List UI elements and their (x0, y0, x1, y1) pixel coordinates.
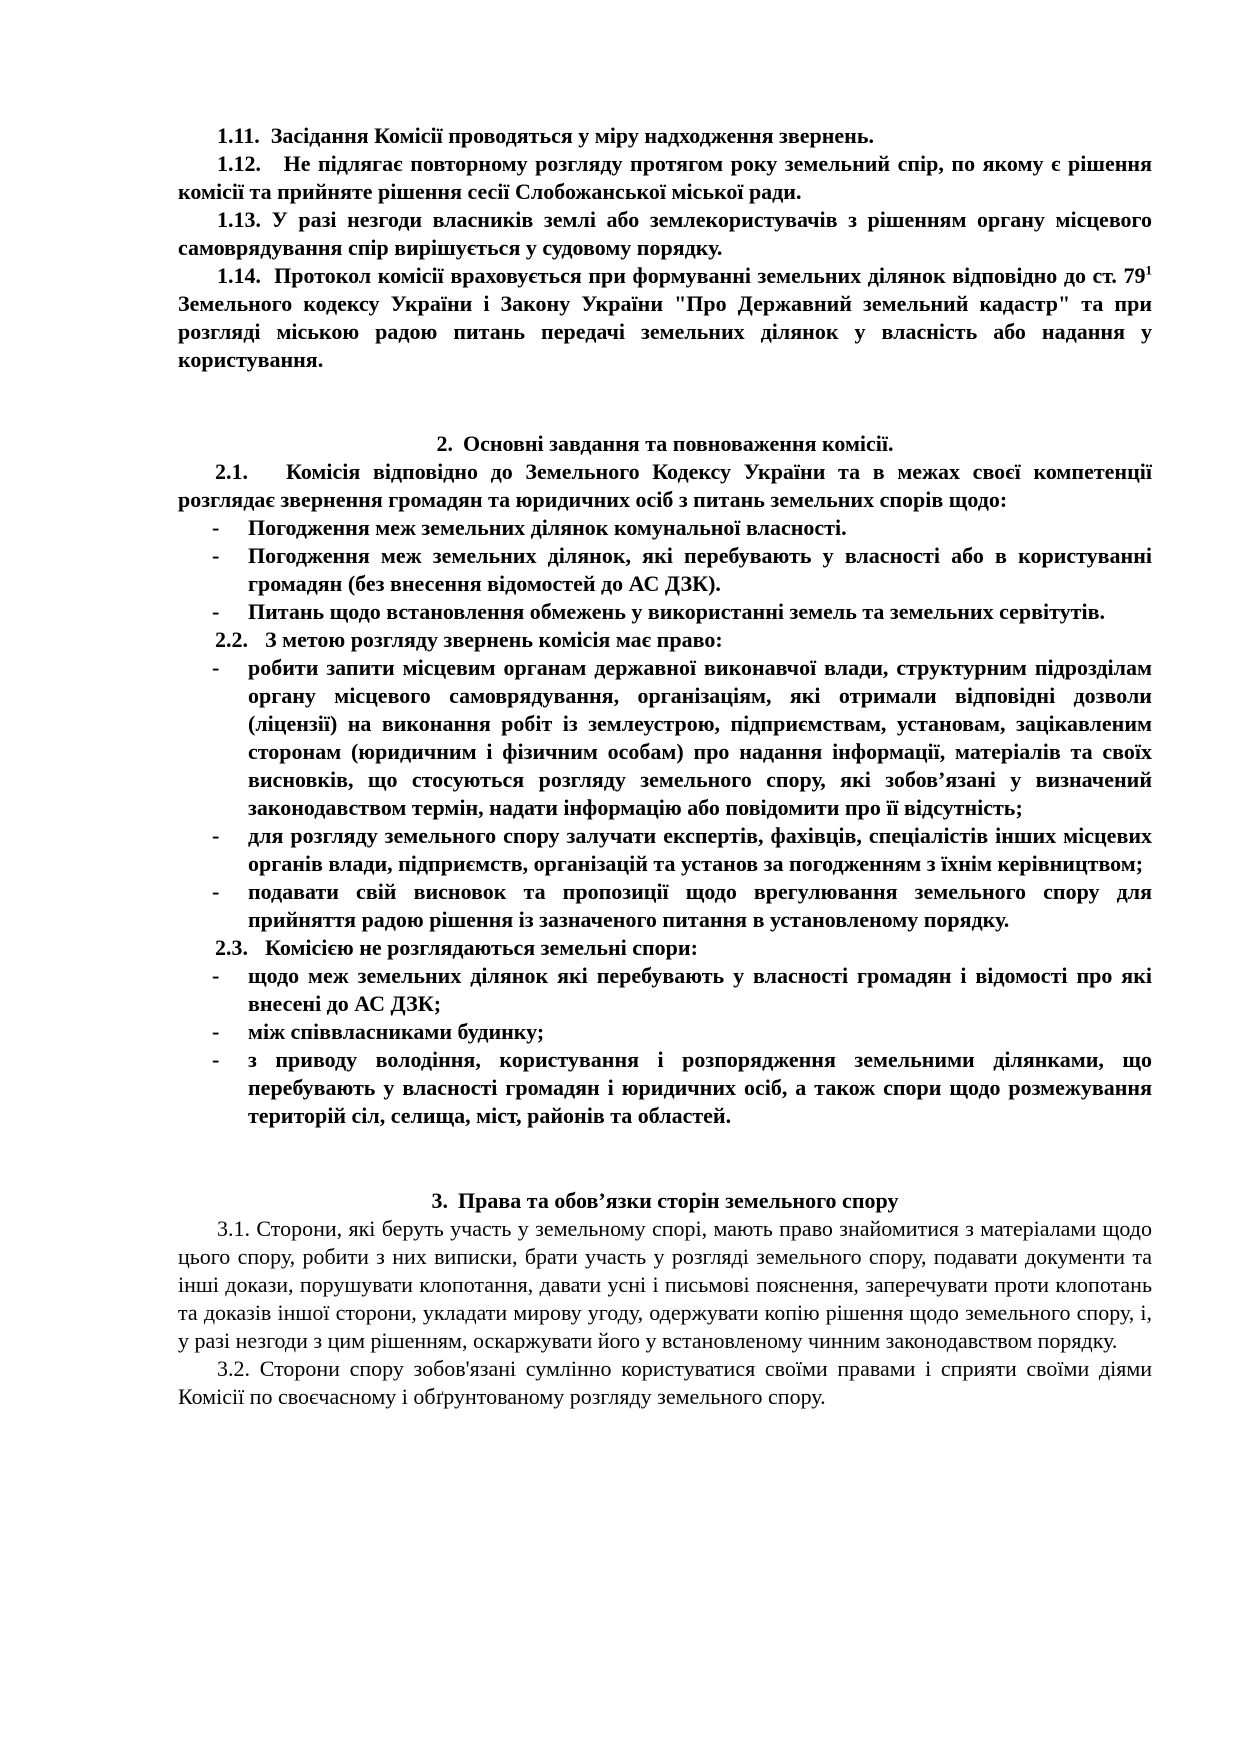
document-page (178, 122, 1152, 1411)
heading-text: Основні завдання та повноваження комісії. (462, 431, 894, 456)
section-2-heading (178, 430, 1152, 458)
paragraph-text: Сторони, які беруть участь у земельному спорі, мають право знайомитися з матеріалами щодо цього спору, робити з них виписки, брати участь у розгляді земельного спору, подавати документи та інші докази, порушувати клопотання, давати усні і письмові пояснення, заперечувати проти клопотань та доказів іншої сторони, укладати мирову угоду, одержувати копію рішення щодо земельного спору, і, у разі незгоди з цим рішенням, оскаржувати його у встановленому чинним законодавством порядку. (178, 1216, 1152, 1353)
list-item-text: робити запити місцевим органам державної виконавчої влади, структурним підрозділам органу місцевого самоврядування, організаціям, які отримали відповідні дозволи (ліцензії) на виконання робіт із землеустрою, підприємствам, установам, зацікавленим сторонам (юридичним і фізичним особам) про надання інформації, матеріалів та своїх висновків, що стосуються розгляду земельного спору, які зобов’язані у визначений законодавством термін, надати інформацію або повідомити про її відсутність; (248, 655, 1152, 820)
paragraph-text: У разі незгоди власників землі або землекористувачів з рішенням органу місцевого самоврядування спір вирішується у судовому порядку. (178, 207, 1152, 260)
paragraph-3-2 (178, 1355, 1152, 1411)
list-item-text: щодо меж земельних ділянок які перебувають у власності громадян і відомості про які внесені до АС ДЗК; (248, 963, 1152, 1016)
paragraph-text: Засідання Комісії проводяться у міру надходження звернень. (270, 123, 874, 148)
list-item-text: з приводу володіння, користування і розпорядження земельними ділянками, що перебувають у власності громадян і юридичних осіб, а також спори щодо розмежування територій сіл, селища, міст, районів та областей. (248, 1047, 1152, 1128)
dash-bullet-icon: - (212, 515, 220, 540)
paragraph-text: Комісія відповідно до Земельного Кодексу України та в межах своєї компетенції розглядає звернення громадян та юридичних осіб з питань земельних спорів щодо: (178, 459, 1152, 512)
paragraph-2-3 (178, 934, 1152, 962)
dash-bullet-icon: - (212, 655, 220, 680)
paragraph-number: 3.1. (217, 1216, 250, 1241)
heading-number: 2. (436, 431, 453, 456)
paragraph-number: 2.3. (215, 935, 248, 960)
paragraph-1-14 (178, 262, 1152, 374)
dash-bullet-icon: - (212, 1019, 220, 1044)
dash-bullet-icon: - (212, 1047, 220, 1072)
paragraph-text: Сторони спору зобов'язані сумлінно користуватися своїми правами і сприяти своїми діями Комісії по своєчасному і обґрунтованому розгляду земельного спору. (178, 1356, 1153, 1409)
paragraph-1-13 (178, 206, 1152, 262)
superscript: 1 (1145, 262, 1153, 278)
list-item-text: Погодження меж земельних ділянок, які перебувають у власності або в користуванні громадян (без внесення відомостей до АС ДЗК). (248, 543, 1152, 596)
paragraph-text: Протокол комісії враховується при формуванні земельних ділянок відповідно до ст. 79 (274, 263, 1146, 288)
paragraph-2-1 (178, 458, 1152, 514)
paragraph-2-2 (178, 626, 1152, 654)
dash-bullet-icon: - (212, 543, 220, 568)
list-item-text: подавати свій висновок та пропозиції щодо врегулювання земельного спору для прийняття радою рішення із зазначеного питання в установленому порядку. (248, 879, 1152, 932)
heading-text: Права та обов’язки сторін земельного спору (458, 1188, 899, 1213)
list-item (178, 598, 1152, 626)
paragraph-number: 2.1. (215, 459, 248, 484)
paragraph-number: 1.12. (217, 151, 261, 176)
section-3 (178, 1187, 1152, 1411)
list-item-text: Погодження меж земельних ділянок комунальної власності. (248, 515, 847, 540)
paragraph-number: 1.13. (217, 207, 261, 232)
paragraph-text: Земельного кодексу України і Закону України "Про Державний земельний кадастр" та при розгляді міською радою питань передачі земельних ділянок у власність або надання у користування. (178, 291, 1152, 372)
spacer (178, 1130, 1152, 1187)
list-item (178, 962, 1152, 1018)
paragraph-1-12 (178, 150, 1152, 206)
list-item (178, 542, 1152, 598)
dash-bullet-icon: - (212, 879, 220, 904)
paragraph-text: Не підлягає повторному розгляду протягом року земельний спір, по якому є рішення комісії та прийняте рішення сесії Слобожанської міської ради. (178, 151, 1152, 204)
section-3-heading (178, 1187, 1152, 1215)
section-2 (178, 430, 1152, 1130)
dash-bullet-icon: - (212, 599, 220, 624)
list-item (178, 822, 1152, 878)
section-1 (178, 122, 1152, 374)
spacer (178, 374, 1152, 430)
list-item (178, 514, 1152, 542)
paragraph-1-11 (178, 122, 1152, 150)
paragraph-number: 1.11. (217, 123, 260, 148)
paragraph-text: Комісією не розглядаються земельні спори: (265, 935, 698, 960)
list-item-text: Питань щодо встановлення обмежень у використанні земель та земельних сервітутів. (248, 599, 1105, 624)
heading-number: 3. (431, 1188, 449, 1213)
paragraph-text: З метою розгляду звернень комісія має право: (265, 627, 723, 652)
list-item-text: між співвласниками будинку; (248, 1019, 545, 1044)
list-item (178, 878, 1152, 934)
paragraph-number: 2.2. (215, 627, 248, 652)
list-item-text: для розгляду земельного спору залучати експертів, фахівців, спеціалістів інших місцевих органів влади, підприємств, організацій та установ за погодженням з їхнім керівництвом; (248, 823, 1152, 876)
dash-bullet-icon: - (212, 823, 220, 848)
dash-bullet-icon: - (212, 963, 220, 988)
list-item (178, 1046, 1152, 1130)
paragraph-3-1 (178, 1215, 1152, 1355)
paragraph-number: 3.2. (217, 1356, 250, 1381)
list-item (178, 654, 1152, 822)
paragraph-number: 1.14. (217, 263, 261, 288)
list-item (178, 1018, 1152, 1046)
